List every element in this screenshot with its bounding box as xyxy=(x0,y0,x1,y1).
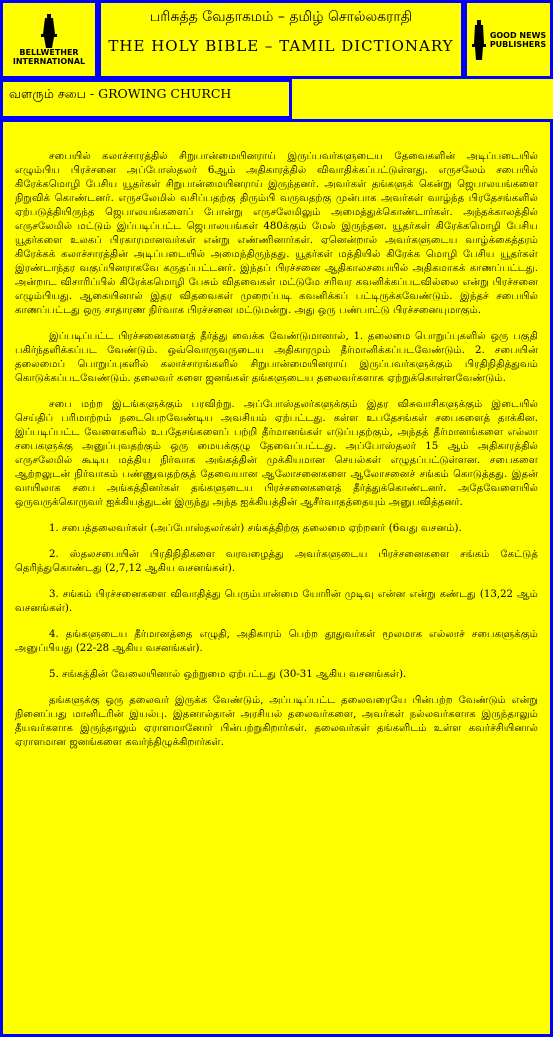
paragraph-2: இப்படிப்பட்ட பிரச்சனைகளைத் தீர்த்து வைக்க வேண்டுமானால், 1. தலைமை பொறுப்புகளில் ஒரு பகுதி பகிர்ந்தளிக்கப்பட வேண்டும். ஒவ்வொருவருடைய அதிகாரமும் தீர்மானிக்கப்படவேண்டும். 2. சபையின் தலைமைப் பொறுப்புகளில் கலாச்சாரங்களில் சிறுபான்மையினராய் இருப்பவர்களுக்கும் பிரதிநிதித்துவம் கொடுக்கப்படவேண்டும். தலைவர் களை ஜனங்கள் தங்களுடைய தலைவர்களாக ஏற்றுக்கொள்ளவேண்டும். xyxy=(15,331,538,384)
paragraph-3: சபை மற்ற இடங்களுக்கும் பரவிற்று. அப்போஸ்தலர்களுக்கும் இதர விசுவாசிகளுக்கும் இடையில் செய்திப் பரிமாற்றம் நடைபெறவேண்டிய அவசியம் ஏற்பட்டது. கள்ள உபதேசங்கள் சபைகளைத் தாக்கின. இப்படிப்பட்ட வேளைகளில் உபதேசங்களைப் பற்றி தீர்மானங்கள் எடுப்பதற்கும், அந்தத் தீர்மானங்களை எல்லா சபைகளுக்கு அனுப்புவதற்கும் ஒரு மையக்குழு தேவைப்பட்டது. அப்போஸ்தலர் 15 ஆம் அதிகாரத்தில் எருசலேமில் கூடிய மத்திய நிர்வாக அங்கத்தின் முக்கியமான செயல்கள் எழுதப்பட்டுள்ளன. சபைகளை ஆற்றலுடன் நிர்வாகம் பண்ணுவதற்குத் தேவையான ஆலோசனைகளை ஆலோசனைச் சங்கம் கொடுத்தது. இதன் வாயிலாக சபை அங்கத்தினர்கள் தங்களுடைய பிரச்சனைகளைத் தீர்த்துக்கொண்டனர். அதேவேளையில் ஒருவருக்கொருவர் ஐக்கியத்துடன் இருந்து அந்த ஐக்கியத்தின் ஆசீர்வாதத்தையும் அனுபவித்தனர். xyxy=(15,399,538,508)
goodnews-logo-text: GOOD NEWS PUBLISHERS xyxy=(489,30,547,49)
bellwether-logo-box xyxy=(0,0,98,79)
bellwether-logo-text: BELLWETHER INTERNATIONAL xyxy=(12,47,86,66)
paragraph-1: சபையில் கலாச்சாரத்தில் சிறுபான்மையினராய் இருப்பவர்களுடைய தேவைகளின் அடிப்படையில் எழும்பிய பிரச்சனை அப்போஸ்தலர் 6ஆம் அதிகாரத்தில் விவாதிக்கப்பட்டுள்ளது. எருசலேம் சபையில் கிரேக்கமொழி பேசிய யூதர்கள் சிறுபான்மையினராய் இருந்தனர். அவர்கள் தங்களுக் கென்று ஜெபாலயங்களை நிறுவிக் கொண்டனர். எருசலேமில் வசிப்பதற்கு திரும்பி வருவதற்கு முன்பாக அவர்கள் வாழ்ந்த பிரதேசங்களில் ஏற்படுத்தியிருந்த ஜெபாலயங்களைப் போன்று எருசலேமிலும் அமைத்துக்கொண்டார்கள். அந்தக்காலத்தில் எருசலேமில் மட்டும் இப்படிப்பட்ட ஜெபாலயங்கள் 480க்கும் மேல் இருந்தன. யூதர்கள் கிரேக்கமொழி பேசிய யூதர்களை உலகப் பிரகாரமானவர்கள் என்று எண்ணினார்கள். ஏனென்றால் அவர்களுடைய வாழ்க்கைத்தரம் கிரேக்கக் கலாச்சாரத்தின் அடிப்படையில் அமைந்திருந்தது. யூதர்கள் மத்தியில் கிரேக்க மொழி பேசிய யூதர்கள் இரண்டாந்தர வகுப்பினராகவே கருதப்பட்டனர். இந்தப் பிரச்சனை ஆதிகாலசபையில் அதிகமாகக் காணப்பட்டது. அன்றாட விசாரிப்பில் கிரேக்கமொழி பேசும் விதவைகள் மட்டுமே சரிவர கவனிக்கப்படவில்லை என்று பிரச்சனை எழும்பியது. ஆகையினால் இதர விதவைகள் முறைப்படி கவனிக்கப் பட்டிருக்கவேண்டும். இந்தச் சபையில் காணப்பட்டது ஒரு சாதாரண நிர்வாக பிரச்சனை மட்டுமன்று. அது ஒரு பண்பாட்டு பிரச்சனையுமாகும். xyxy=(15,151,538,316)
title-box xyxy=(98,0,464,79)
list-item-1: 1. சபைத்தலைவர்கள் (அப்போஸ்தலர்கள்) சங்கத்திற்கு தலைமை ஏற்றனர் (6வது வசனம்). xyxy=(49,523,462,534)
section-label-box xyxy=(0,79,292,119)
goodnews-logo-box xyxy=(464,0,553,79)
content-text xyxy=(3,122,550,768)
title-tamil: பரிசுத்த வேதாகமம் – தமிழ் சொல்லகராதி xyxy=(149,9,413,25)
bellwether-logo-icon xyxy=(39,14,59,48)
title-english: THE HOLY BIBLE – TAMIL DICTIONARY xyxy=(108,37,454,55)
section-label: வளரும் சபை - GROWING CHURCH xyxy=(9,86,232,101)
list-item-3: 3. சங்கம் பிரச்சனைகளை விவாதித்து பெரும்பான்மை யோரின் முடிவு என்ன என்று கண்டது (13,22 ஆம் வசனங்கள்). xyxy=(15,589,538,614)
content-box xyxy=(0,119,553,1037)
paragraph-closing: தங்களுக்கு ஒரு தலைவர் இருக்க வேண்டும், அப்படிப்பட்ட தலைவரையே பின்பற்ற வேண்டும் என்று நினைப்பது மானிடரின் இயல்பு. இதனால்தான் அரசியல் தலைவர்களை, அவர்கள் நல்லவர்களாக இருந்தாலும் தீயவர்களாக இருந்தாலும் ஏராளமானோர் பின்பற்றுகிறார்கள். தலைவர்கள் தங்களிடம் உள்ள கவர்ச்சியினால் ஏராளமான ஜனங்களை கவர்ந்திழுக்கிறார்கள். xyxy=(15,695,538,748)
goodnews-logo-icon xyxy=(471,20,487,60)
list-item-5: 5. சங்கத்தின் வேலையினால் ஒற்றுமை ஏற்பட்டது (30-31 ஆகிய வசனங்கள்). xyxy=(49,669,407,680)
list-item-4: 4. தங்களுடைய தீர்மானத்தை எழுதி, அதிகாரம் பெற்ற தூதுவர்கள் மூலமாக எல்லாச் சபைகளுக்கும் அனுப்பியது (22-28 ஆகிய வசனங்கள்). xyxy=(15,629,538,654)
list-item-2: 2. ஸ்தலசபையின் பிரதிநிதிகளை வரவழைத்து அவர்களுடைய பிரச்சனைகளை சங்கம் கேட்டுத் தெரிந்துகொண்டது (2,7,12 ஆகிய வசனங்கள்). xyxy=(15,549,538,574)
